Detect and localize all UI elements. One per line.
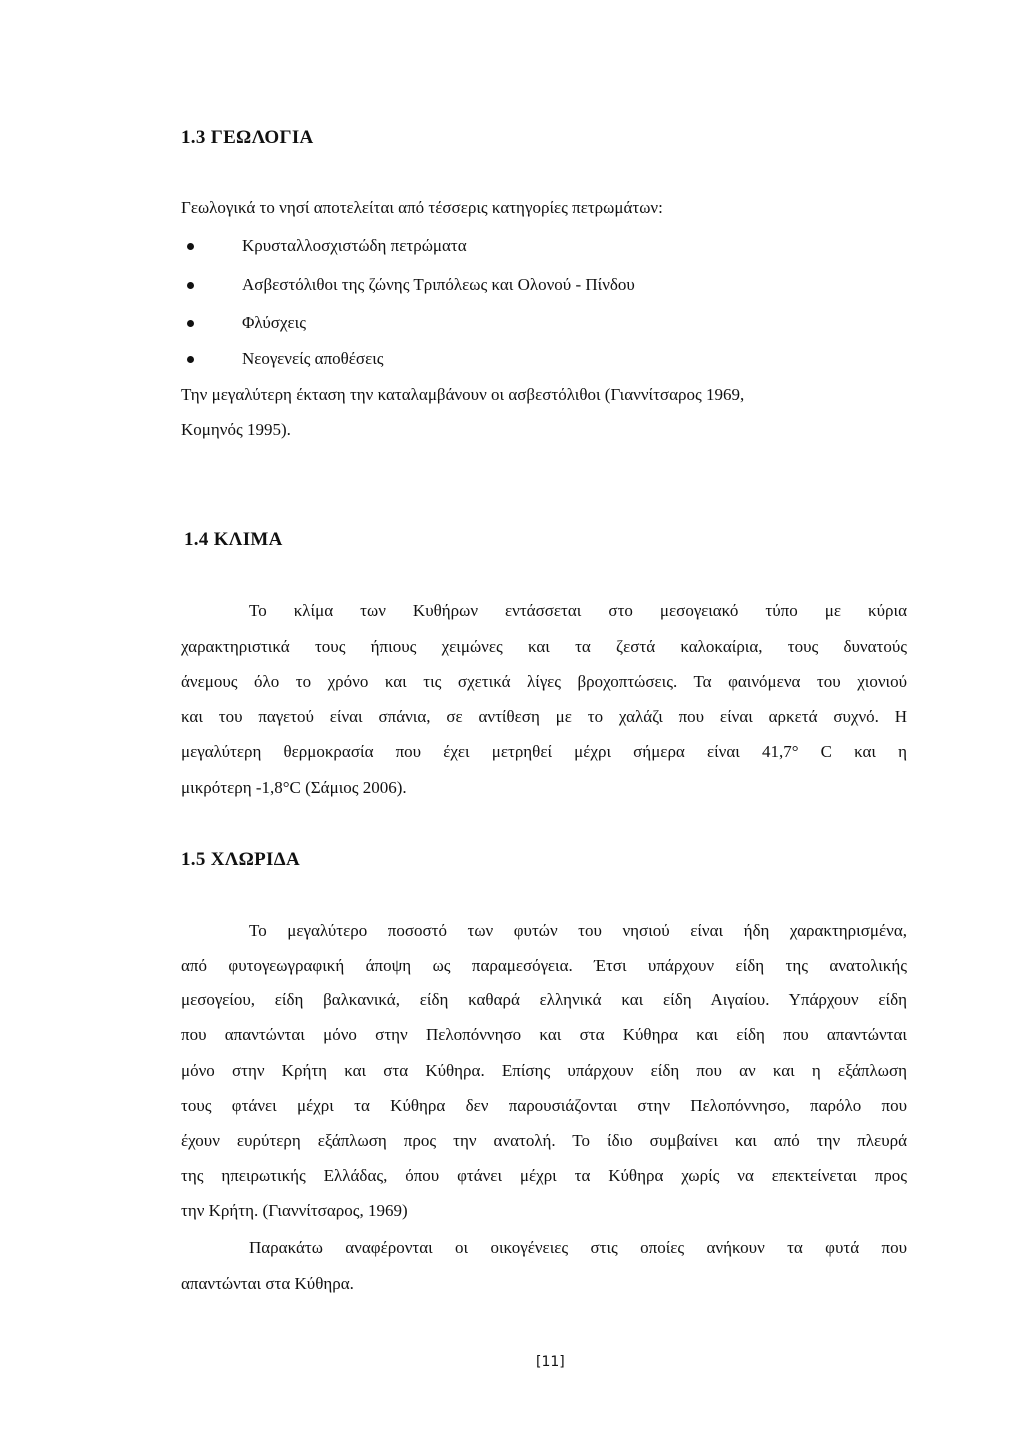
list-item-text: Νεογενείς αποθέσεις (242, 349, 384, 368)
flora-paragraph-line: μεσογείου, είδη βαλκανικά, είδη καθαρά ελληνικά και είδη Αιγαίου. Υπάρχουν είδη (181, 990, 907, 1009)
bullet-icon (187, 356, 194, 363)
climate-paragraph-line: μεγαλύτερη θερμοκρασία που έχει μετρηθεί μέχρι σήμερα είναι 41,7° C και η (181, 742, 907, 761)
climate-paragraph-line: χαρακτηριστικά τους ήπιους χειμώνες και τα ζεστά καλοκαίρια, τους δυνατούς (181, 637, 907, 656)
climate-paragraph-line: και του παγετού είναι σπάνια, σε αντίθεση με το χαλάζι που είναι αρκετά συχνό. Η (181, 707, 907, 726)
bullet-icon (187, 320, 194, 327)
climate-paragraph-line: άνεμους όλο το χρόνο και τις σχετικά λίγες βροχοπτώσεις. Τα φαινόμενα του χιονιού (181, 672, 907, 691)
geology-closing-line: Την μεγαλύτερη έκταση την καταλαμβάνουν οι ασβεστόλιθοι (Γιαννίτσαρος 1969, (181, 385, 745, 404)
climate-paragraph-line: Το κλίμα των Κυθήρων εντάσσεται στο μεσογειακό τύπο με κύρια (249, 601, 907, 620)
list-item-text: Ασβεστόλιθοι της ζώνης Τριπόλεως και Ολονού - Πίνδου (242, 275, 635, 294)
flora-heading: 1.5 ΧΛΩΡΙΔΑ (181, 849, 300, 870)
flora-paragraph-line: μόνο στην Κρήτη και στα Κύθηρα. Επίσης υπάρχουν είδη που αν και η εξάπλωση (181, 1061, 907, 1080)
flora-paragraph-line: απαντώνται στα Κύθηρα. (181, 1274, 354, 1293)
flora-paragraph-line: που απαντώνται μόνο στην Πελοπόννησο και στα Κύθηρα και είδη που απαντώνται (181, 1025, 907, 1044)
flora-paragraph-line: της ηπειρωτικής Ελλάδας, όπου φτάνει μέχρι τα Κύθηρα χωρίς να επεκτείνεται προς (181, 1166, 907, 1185)
geology-heading: 1.3 ΓΕΩΛΟΓΙΑ (181, 127, 314, 148)
climate-paragraph-line: μικρότερη -1,8°C (Σάμιος 2006). (181, 778, 407, 797)
geology-closing-line: Κομηνός 1995). (181, 420, 291, 439)
list-item-text: Κρυσταλλοσχιστώδη πετρώματα (242, 236, 467, 255)
bullet-icon (187, 243, 194, 250)
geology-intro: Γεωλογικά το νησί αποτελείται από τέσσερις κατηγορίες πετρωμάτων: (181, 198, 663, 217)
flora-paragraph-line: την Κρήτη. (Γιαννίτσαρος, 1969) (181, 1201, 408, 1220)
flora-paragraph-line: από φυτογεωγραφική άποψη ως παραμεσόγεια. Έτσι υπάρχουν είδη της ανατολικής (181, 956, 907, 975)
flora-paragraph-line: Το μεγαλύτερο ποσοστό των φυτών του νησιού είναι ήδη χαρακτηρισμένα, (249, 921, 907, 940)
list-item-text: Φλύσχεις (242, 313, 306, 332)
climate-heading: 1.4 ΚΛΙΜΑ (184, 529, 283, 550)
bullet-icon (187, 282, 194, 289)
flora-paragraph-line: έχουν ευρύτερη εξάπλωση προς την ανατολή. Το ίδιο συμβαίνει και από την πλευρά (181, 1131, 907, 1150)
flora-paragraph-line: τους φτάνει μέχρι τα Κύθηρα δεν παρουσιάζονται στην Πελοπόννησο, παρόλο που (181, 1096, 907, 1115)
flora-paragraph-line: Παρακάτω αναφέρονται οι οικογένειες στις οποίες ανήκουν τα φυτά που (249, 1238, 907, 1257)
page-number: [11] (536, 1354, 565, 1370)
